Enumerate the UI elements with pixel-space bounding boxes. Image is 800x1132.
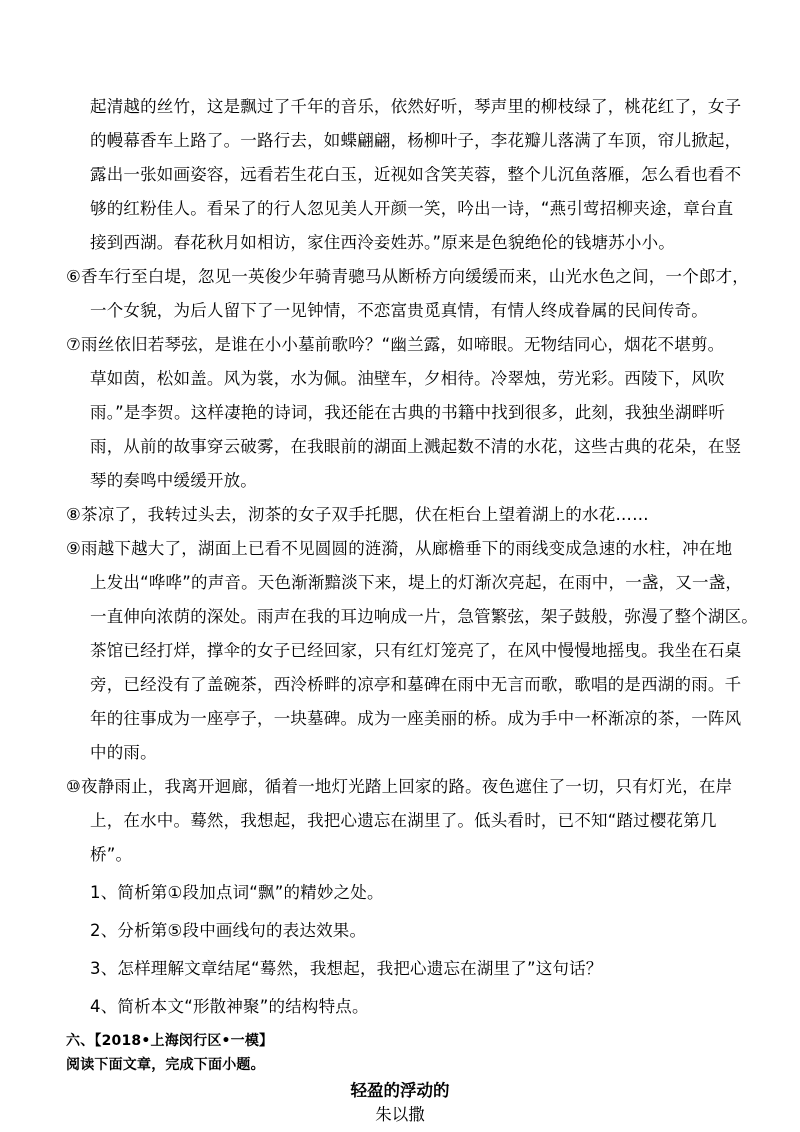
paragraph-line: 够的红粉佳人。看呆了的行人忽见美人开颜一笑，吟出一诗，“燕引莺招柳夹途，章台直 — [90, 199, 734, 218]
paragraph-9-line: 一直伸向浓荫的深处。雨声在我的耳边响成一片，急管繁弦，架子鼓般，弥漫了整个湖区。 — [90, 607, 758, 626]
paragraph-7-line: ⑦雨丝依旧若琴弦，是谁在小小墓前歌吟？“幽兰露，如啼眼。无物结同心，烟花不堪剪。 — [66, 335, 725, 354]
article-author: 朱以撒 — [375, 1105, 425, 1124]
question-3: 3、怎样理解文章结尾“蓦然，我想起，我把心遗忘在湖里了”这句话？ — [90, 959, 603, 978]
question-1: 1、简析第①段加点词“飘”的精妙之处。 — [90, 883, 384, 902]
paragraph-line: 起清越的丝竹，这是飘过了千年的音乐，依然好听，琴声里的柳枝绿了，桃花红了，女子 — [90, 97, 742, 116]
paragraph-7-line: 草如茵，松如盖。风为裳，水为佩。油壁车，夕相待。冷翠烛，劳光彩。西陵下，风吹 — [90, 369, 725, 388]
paragraph-line: 接到西湖。春花秋月如相访，家住西泠妾姓苏。”原来是色貌绝伦的钱塘苏小小。 — [90, 233, 675, 252]
question-2: 2、分析第⑤段中画线句的表达效果。 — [90, 921, 367, 940]
paragraph-9-line: 上发出“哗哗”的声音。天色渐渐黯淡下来，堤上的灯渐次亮起，在雨中，一盏，又一盏， — [90, 573, 743, 592]
question-4: 4、简析本文“形散神聚”的结构特点。 — [90, 997, 369, 1016]
paragraph-9-line: 中的雨。 — [90, 743, 157, 762]
paragraph-7-line: 琴的奏鸣中缓缓开放。 — [90, 471, 257, 490]
paragraph-7-line: 雨，从前的故事穿云破雾，在我眼前的湖面上溅起数不清的水花，这些古典的花朵，在竖 — [90, 437, 742, 456]
paragraph-line: 的幔幕香车上路了。一路行去，如蝶翩翩，杨柳叶子，李花瓣儿落满了车顶，帘儿掀起， — [90, 131, 742, 150]
section-heading: 六、【2018•上海闵行区•一模】 — [66, 1033, 274, 1049]
paragraph-line: 露出一张如画姿容，远看若生花白玉，近视如含笑芙蓉，整个儿沉鱼落雁，怎么看也看不 — [90, 165, 742, 184]
section-instruction: 阅读下面文章，完成下面小题。 — [66, 1057, 265, 1073]
paragraph-7-line: 雨。”是李贺。这样凄艳的诗词，我还能在古典的书籍中找到很多，此刻，我独坐湖畔听 — [90, 403, 726, 422]
paragraph-9-line: ⑨雨越下越大了，湖面上已看不见圆圆的涟漪，从廊檐垂下的雨线变成急速的水柱，冲在地 — [66, 539, 733, 558]
paragraph-10-line: 桥”。 — [90, 845, 133, 864]
paragraph-9-line: 年的往事成为一座亭子，一块墓碑。成为一座美丽的桥。成为手中一杯渐凉的茶，一阵风 — [90, 709, 742, 728]
article-title: 轻盈的浮动的 — [350, 1081, 450, 1100]
paragraph-9-line: 茶馆已经打烊，撑伞的女子已经回家，只有红灯笼亮了，在风中慢慢地摇曳。我坐在石桌 — [90, 641, 742, 660]
paragraph-6-line: ⑥香车行至白堤，忽见一英俊少年骑青骢马从断桥方向缓缓而来，山光水色之间，一个郎才， — [66, 267, 749, 286]
paragraph-6-line: 一个女貌，为后人留下了一见钟情，不恋富贵觅真情，有情人终成眷属的民间传奇。 — [90, 301, 708, 320]
paragraph-8-line: ⑧茶凉了，我转过头去，沏茶的女子双手托腮，伏在柜台上望着湖上的水花…… — [66, 505, 649, 524]
paragraph-9-line: 旁，已经没有了盖碗茶，西泠桥畔的凉亭和墓碑在雨中无言而歌，歌唱的是西湖的雨。千 — [90, 675, 742, 694]
paragraph-10-line: ⑩夜静雨止，我离开迴廊，循着一地灯光踏上回家的路。夜色遮住了一切，只有灯光，在岸 — [66, 777, 733, 796]
paragraph-10-line: 上，在水中。蓦然，我想起，我把心遗忘在湖里了。低头看时，已不知“踏过樱花第几 — [90, 811, 717, 830]
